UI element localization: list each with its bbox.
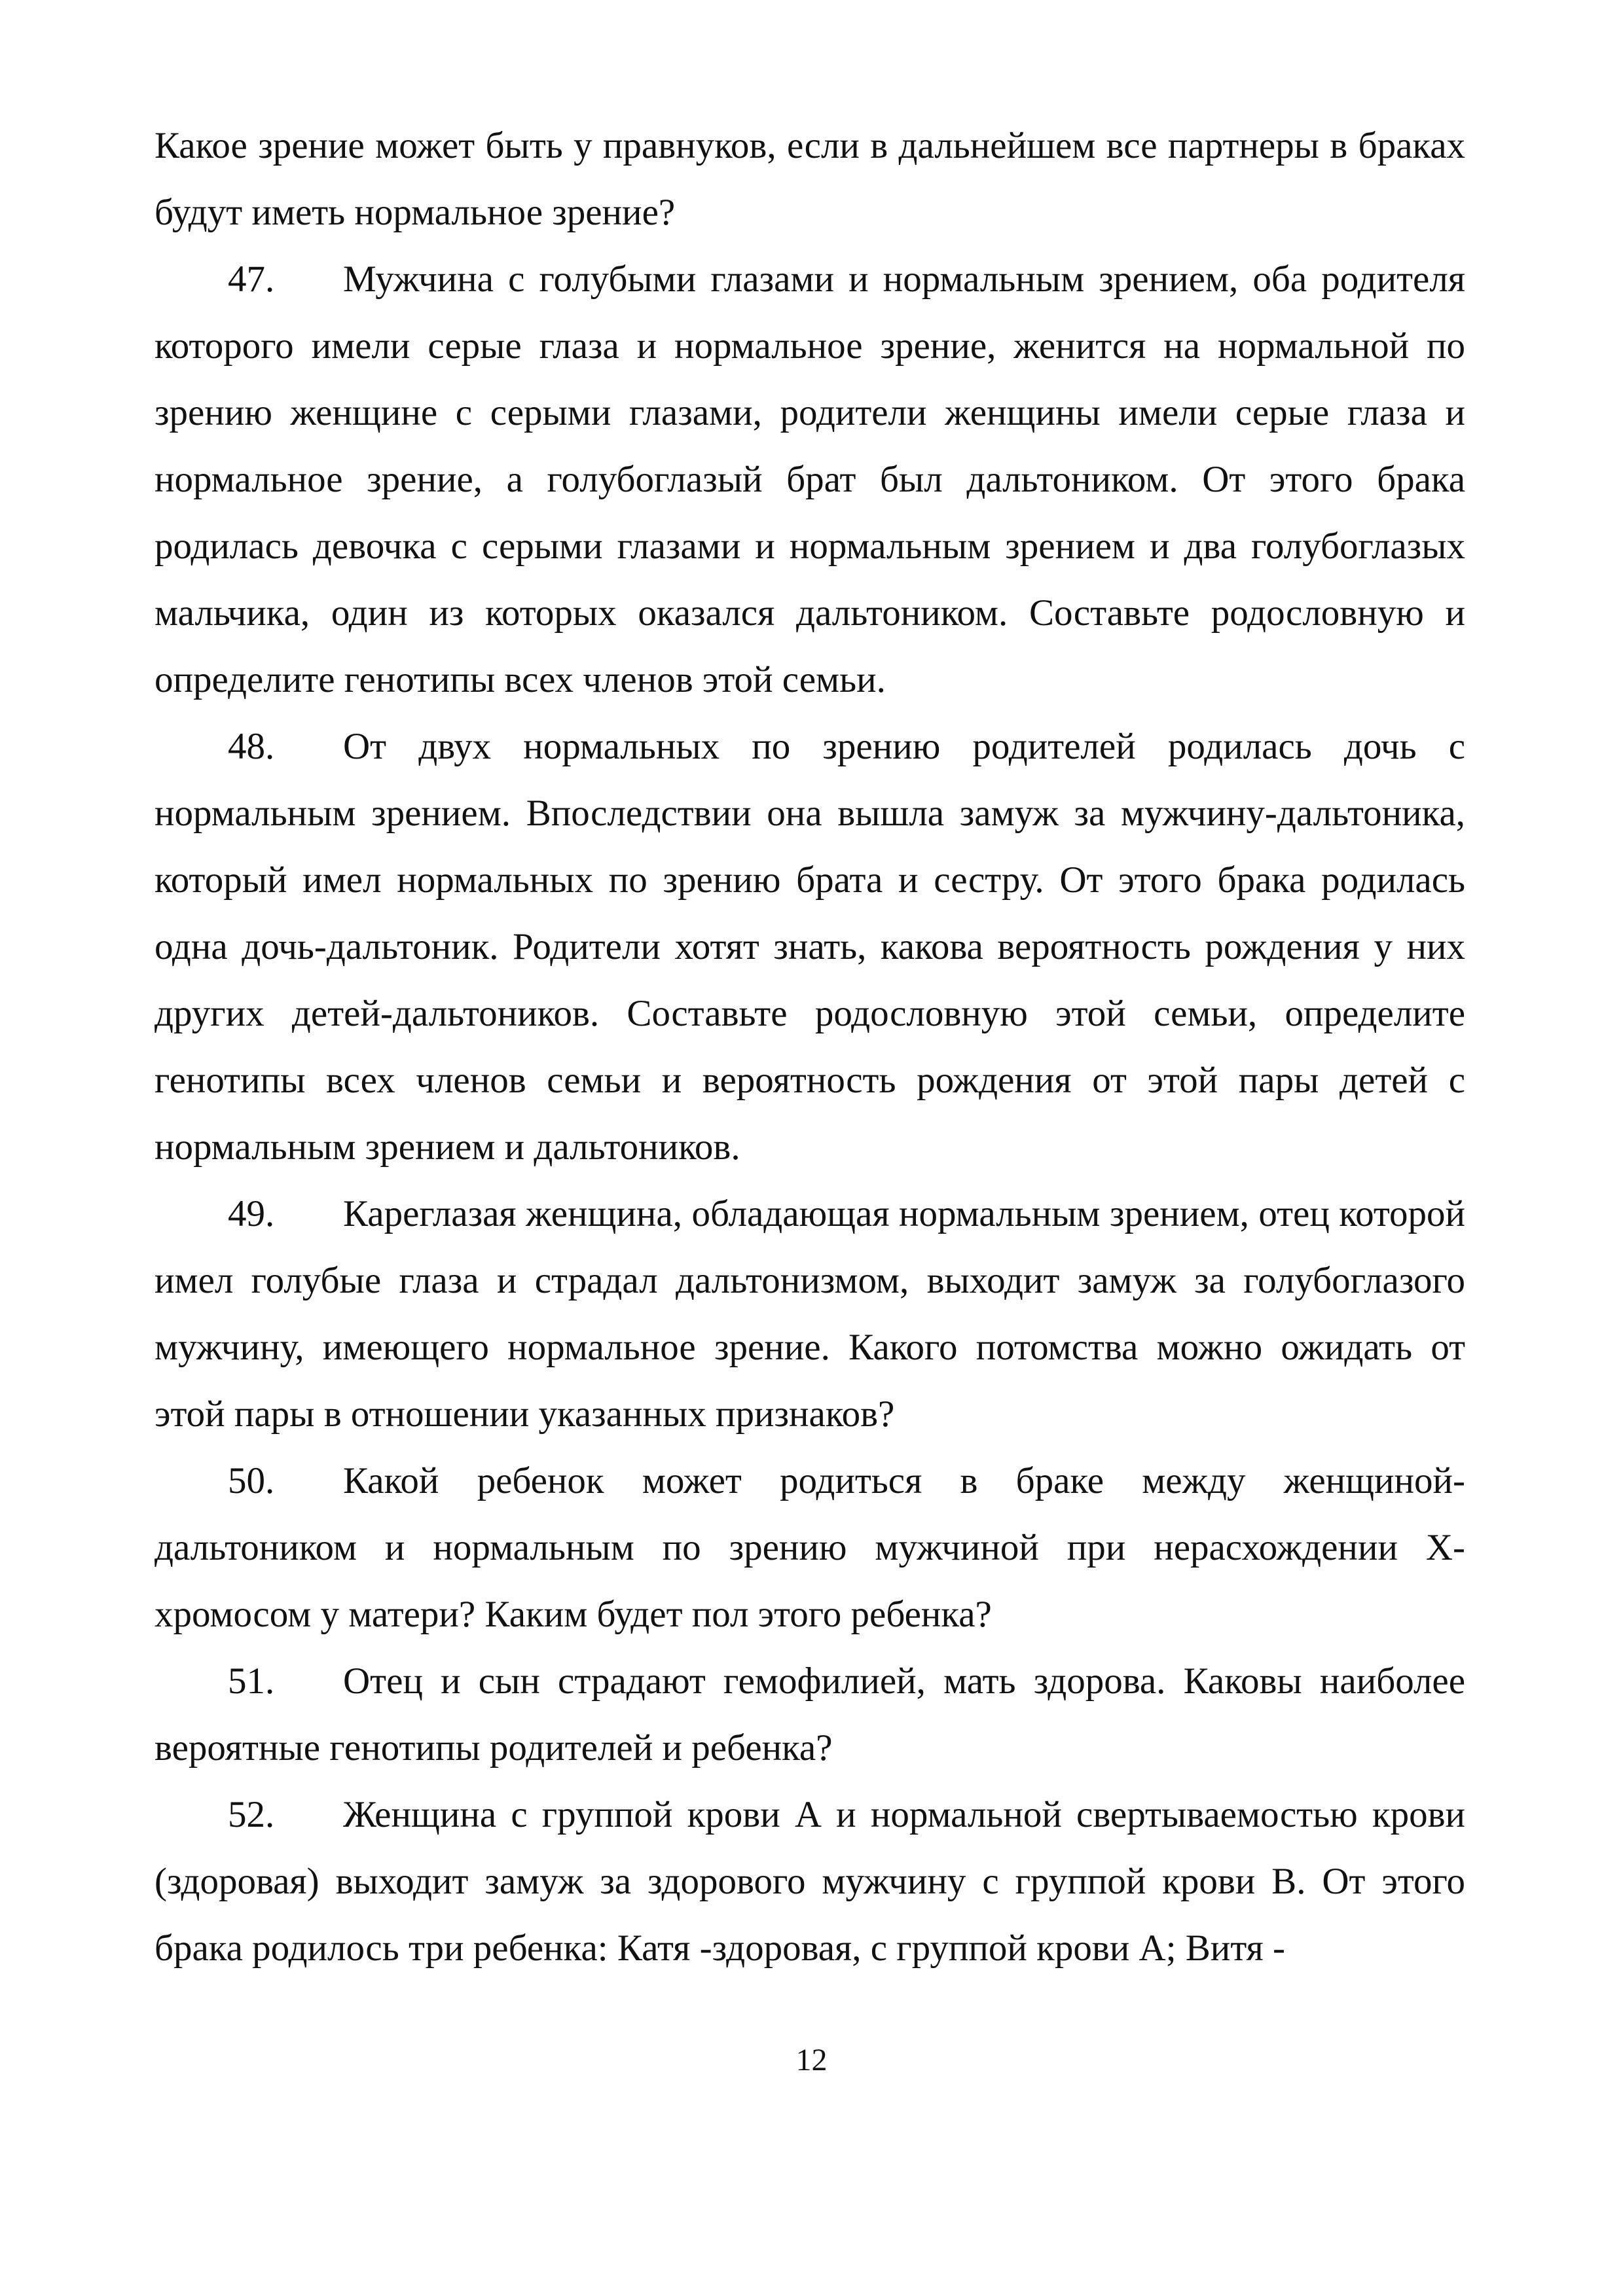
task-number: 49.	[228, 1193, 275, 1234]
task-number: 48.	[228, 726, 275, 767]
page-number: 12	[795, 2043, 828, 2077]
task-text: Отец и сын страдают гемофилией, мать здорова. Каковы наиболее вероятные генотипы родителей и ребенка?	[155, 1660, 1465, 1768]
task-51	[155, 1648, 1465, 1782]
task-number: 47.	[228, 259, 275, 300]
task-text: Мужчина с голубыми глазами и нормальным зрением, оба родителя которого имели серые глаза и нормальное зрение, женится на нормальной по зрению женщине с серыми глазами, родители женщины имели серые глаза и нормальное зрение, а голубоглазый брат был дальтоником. От этого брака родилась девочка с серыми глазами и нормальным зрением и два голубоглазых мальчика, один из которых оказался дальтоником. Составьте родословную и определите генотипы всех членов этой семьи.	[155, 259, 1465, 700]
task-52	[155, 1782, 1465, 1982]
task-text: От двух нормальных по зрению родителей родилась дочь с нормальным зрением. Впоследствии она вышла замуж за мужчину-дальтоника, который имел нормальных по зрению брата и сестру. От этого брака родилась одна дочь-дальтоник. Родители хотят знать, какова вероятность рождения у них других детей-дальтоников. Составьте родословную этой семьи, определите генотипы всех членов семьи и вероятность рождения от этой пары детей с нормальным зрением и дальтоников.	[155, 726, 1465, 1168]
page-body	[155, 113, 1465, 1982]
intro-paragraph: Какое зрение может быть у правнуков, если в дальнейшем все партнеры в браках будут иметь нормальное зрение?	[155, 125, 1465, 233]
task-number: 51.	[228, 1660, 275, 1702]
task-50	[155, 1448, 1465, 1648]
task-47	[155, 246, 1465, 713]
task-49	[155, 1181, 1465, 1448]
task-text: Какой ребенок может родиться в браке между женщиной-дальтоником и нормальным по зрению мужчиной при нерасхождении Х-хромосом у матери? Каким будет пол этого ребенка?	[155, 1460, 1465, 1635]
task-48	[155, 713, 1465, 1181]
task-text: Кареглазая женщина, обладающая нормальным зрением, отец которой имел голубые глаза и страдал дальтонизмом, выходит замуж за голубоглазого мужчину, имеющего нормальное зрение. Какого потомства можно ожидать от этой пары в отношении указанных признаков?	[155, 1193, 1465, 1435]
task-number: 50.	[228, 1460, 275, 1501]
task-number: 52.	[228, 1794, 275, 1835]
task-text: Женщина с группой крови А и нормальной свертываемостью крови (здоровая) выходит замуж за здорового мужчину с группой крови В. От этого брака родилось три ребенка: Катя -здоровая, с группой крови А; Витя -	[155, 1794, 1465, 1969]
